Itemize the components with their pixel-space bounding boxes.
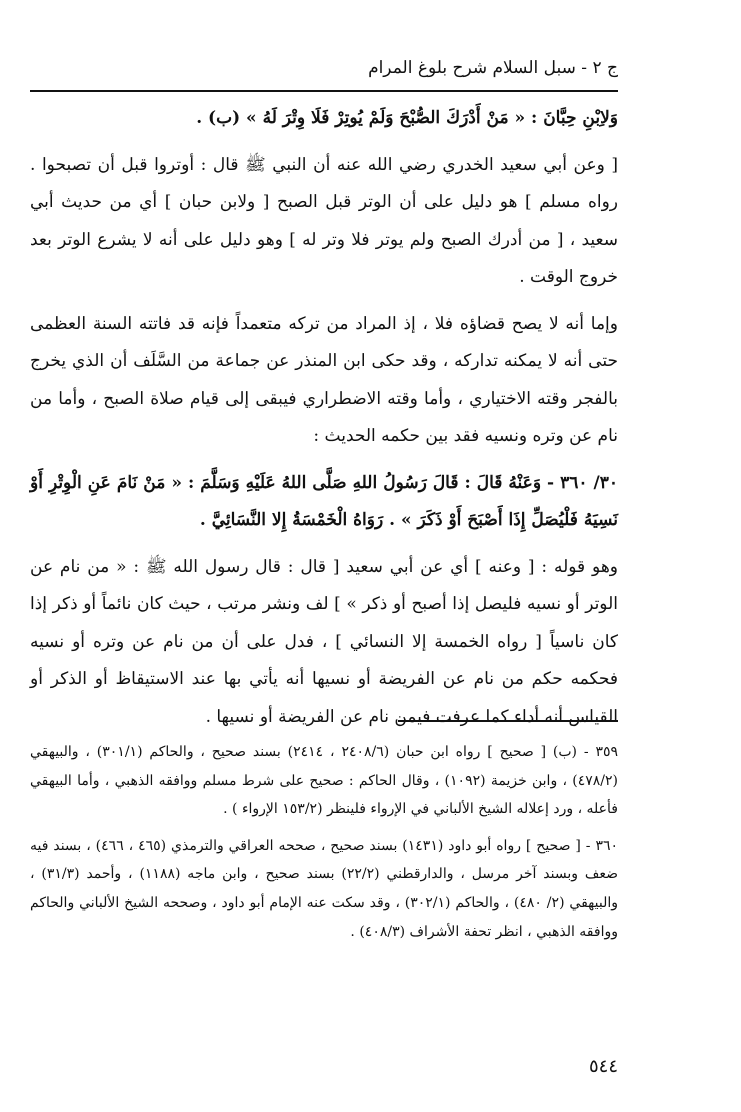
footnotes bbox=[30, 738, 618, 954]
page-number: ٥٤٤ bbox=[588, 1056, 618, 1077]
header-divider bbox=[30, 90, 618, 92]
running-header: ج ٢ - سبل السلام شرح بلوغ المرام bbox=[368, 58, 618, 78]
footnote-360: ٣٦٠ - [ صحيح ] رواه أبو داود (١٤٣١) بسند صحيح ، صححه العراقي والترمذي (٤٦٥ ، ٤٦٦) ، بسند فيه ضعف وبسند آخر مرسل ، والدارقطني (٢٢/٢) بسند صحيح ، وابن ماجه (١١٨٨) ، وأحمد (٣١/٣) ، والبيهقي (٢/ ٤٨٠) ، والحاكم (٣٠٢/١) ، وقد سكت عنه الإمام أبو داود ، وصححه الشيخ الألباني والحاكم ووافقه الذهبي ، انظر تحفة الأشراف (٤٠٨/٣) . bbox=[30, 837, 619, 940]
footnote-359: ٣٥٩ - (ب) [ صحيح ] رواه ابن حبان (٢٤٠٨/٦ ، ٢٤١٤) بسند صحيح ، والحاكم (٣٠١/١) ، والبيهقي (٤٧٨/٢) ، وابن خزيمة (١٠٩٢) ، وقال الحاكم : صحيح على شرط مسلم ووافقه الذهبي ، وأما البيهقي فأعله ، ورد إعلاله الشيخ الألباني في الإرواء فلينظر (١٥٣/٢ الإرواء ) . bbox=[30, 744, 619, 818]
hadith-359-ending: وَلاِبْنِ حِبَّانَ : « مَنْ أَدْرَكَ الصُّبْحَ وَلَمْ يُوتِرْ فَلَا وِتْرَ لَهُ » (ب) . bbox=[196, 108, 618, 128]
hadith-360: ٣٠/ ٣٦٠ - وَعَنْهُ قَالَ : قَالَ رَسُولُ اللهِ صَلَّى اللهُ عَلَيْهِ وَسَلَّمَ : « مَنْ نَامَ عَنِ الْوِتْرِ أَوْ نَسِيَهُ فَلْيُصَلِّ إِذَا أَصْبَحَ أَوْ ذَكَرَ » . رَوَاهُ الْخَمْسَةُ إِلا النَّسَائِيَّ . bbox=[30, 472, 618, 530]
main-text bbox=[30, 100, 618, 745]
commentary-paragraph-3: وهو قوله : [ وعنه ] أي عن أبي سعيد [ قال : قال رسول الله ﷺ : « من نام عن الوتر أو نسيه فليصل إذا أصبح أو ذكر » ] لف ونشر مرتب ، حيث كان نائماً أو ذكر إذا كان ناسياً [ رواه الخمسة إلا النسائي ] ، فدل على أن من نام عن وتره أو نسيه فحكمه حكم من نام عن الفريضة أو نسيها أنه يأتي بها عند الاستيقاظ أو الذكر أو القياس أنه أداء كما عرفت فيمن نام عن الفريضة أو نسيها . bbox=[30, 556, 618, 727]
footnote-divider bbox=[398, 720, 618, 722]
commentary-paragraph-1: [ وعن أبي سعيد الخدري رضي الله عنه أن النبي ﷺ قال : أوتروا قبل أن تصبحوا . رواه مسلم ] هو دليل على أن الوتر قبل الصبح [ ولابن حبان ] أي من حديث أبي سعيد ، [ من أدرك الصبح ولم يوتر فلا وتر له ] وهو دليل على أنه لا يشرع الوتر بعد خروج الوقت . bbox=[30, 154, 618, 287]
book-page bbox=[30, 52, 618, 1092]
commentary-paragraph-2: وإما أنه لا يصح قضاؤه فلا ، إذ المراد من تركه متعمداً فإنه قد فاتته السنة العظمى حتى أنه لا يمكنه تداركه ، وقد حكى ابن المنذر عن جماعة من السَّلَف أن الذي يخرج بالفجر وقته الاختياري ، وأما وقته الاضطراري فيبقى إلى قيام صلاة الصبح ، وأما من نام عن وتره ونسيه فقد بين حكمه الحديث : bbox=[30, 313, 618, 446]
